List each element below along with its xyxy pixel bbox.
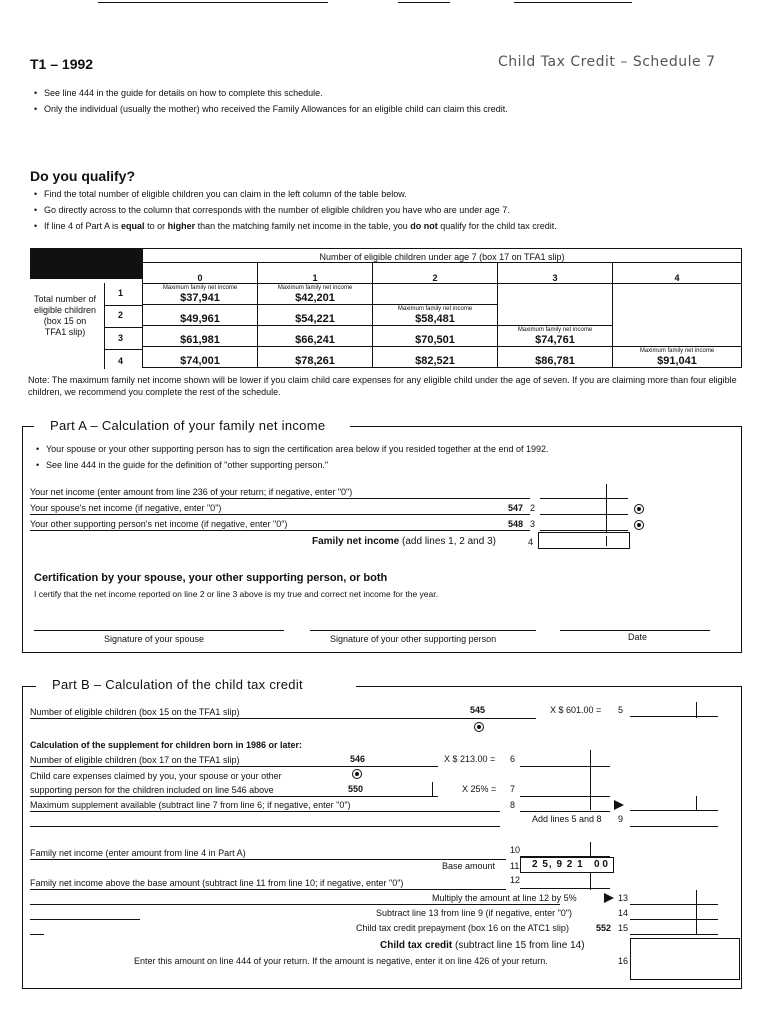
line-3-marker-icon — [634, 520, 644, 530]
line-5-num: 5 — [618, 705, 624, 715]
line-8-rule — [30, 811, 500, 812]
row-num-divider — [104, 283, 105, 369]
row-label: Total number of eligible children (box 15 on TFA1 slip) — [33, 294, 97, 337]
top-rule — [98, 2, 328, 3]
line-2-marker-icon — [634, 504, 644, 514]
child-tax-credit-box[interactable] — [630, 938, 740, 980]
table-black-block — [30, 248, 142, 279]
max-label: Maximum family net income — [162, 285, 238, 291]
qualify-bullet-3-post: qualify for the child tax credit. — [437, 221, 557, 231]
part-a-amt-rule — [540, 514, 628, 515]
part-a-line-3-label: Your other supporting person's net income (if negative, enter "0") — [30, 519, 288, 529]
line-13-rule — [30, 904, 560, 905]
cell-r1-c3 — [498, 284, 613, 305]
date-label: Date — [628, 632, 648, 642]
schedule-title: Child Tax Credit – Schedule 7 — [498, 54, 716, 70]
qualify-equal: equal — [121, 221, 145, 231]
base-amount-cents: 0 0 — [594, 859, 608, 870]
cell-value: $58,481 — [415, 313, 455, 325]
line-6-num: 6 — [510, 754, 516, 764]
cell-value: $42,201 — [295, 292, 335, 304]
cell-r3-c3 — [498, 326, 613, 347]
line-11-label: Base amount — [442, 861, 496, 871]
line-5-rule — [30, 718, 466, 719]
line-7-entry-divider — [432, 782, 433, 796]
cell-r1-c4 — [613, 284, 742, 305]
cell-value: $54,221 — [295, 313, 335, 325]
qualify-bullet-2: • Go directly across to the column that corresponds with the number of eligible children you have who are under age 7. — [44, 205, 510, 216]
code-548: 548 — [508, 519, 524, 529]
line-7-label-a: Child care expenses claimed by you, your spouse or your other — [30, 771, 282, 781]
supplement-heading: Calculation of the supplement for children born in 1986 or later: — [30, 740, 303, 750]
line-11-num: 11 — [510, 861, 520, 871]
certification-text: I certify that the net income reported on line 2 or line 3 above is my true and correct net income for the year. — [34, 589, 438, 599]
max-label: Maximum family net income — [517, 327, 593, 333]
max-label: Maximum family net income — [397, 306, 473, 312]
cell-value: $91,041 — [657, 355, 697, 367]
family-net-income-bold: Family net income — [312, 536, 400, 547]
line-13-label: Multiply the amount at line 12 by 5% — [432, 893, 577, 903]
line-9-label: Add lines 5 and 8 — [532, 814, 602, 824]
sig-other-label: Signature of your other supporting person — [330, 634, 497, 644]
line-5-label: Number of eligible children (box 15 on the TFA1 slip) — [30, 707, 240, 717]
part-a-line-2-rule — [30, 514, 530, 515]
line-13-arrow-icon — [604, 893, 614, 903]
cell-value: $37,941 — [180, 292, 220, 304]
line-8-amt-rule — [520, 811, 610, 812]
base-amount-value: 2 5, 9 2 1 — [532, 859, 584, 870]
qualify-bullet-3-pre: If line 4 of Part A is — [44, 221, 122, 231]
line-12-amt-rule — [520, 888, 610, 889]
line-num-3: 3 — [530, 519, 536, 529]
cell-r4-c3 — [498, 347, 613, 368]
family-net-income-box[interactable] — [538, 532, 630, 549]
part-a-top-rule — [22, 426, 34, 427]
part-a-cents-divider — [606, 484, 607, 532]
part-b-top-rule — [22, 686, 36, 687]
certification-heading: Certification by your spouse, your other supporting person, or both — [34, 572, 388, 584]
line-5-calc: X $ 601.00 = — [550, 705, 602, 715]
line-5-entry[interactable] — [466, 718, 536, 719]
row-num-rule — [104, 305, 142, 306]
line-12-label: Family net income above the base amount (subtract line 11 from line 10; if negative, enter "0") — [30, 878, 404, 888]
line-10-rule — [30, 859, 506, 860]
cell-value: $86,781 — [535, 355, 575, 367]
col-header-4: 4 — [613, 263, 742, 284]
line-15-num: 15 — [618, 923, 629, 933]
line-14-rule — [30, 919, 140, 920]
line-15-label: Child tax credit prepayment (box 16 on the ATC1 slip) — [356, 923, 569, 933]
line-8-num: 8 — [510, 800, 516, 810]
cell-r3-c0 — [143, 326, 258, 347]
part-a-line-4-label — [312, 536, 496, 547]
code-552: 552 — [596, 923, 612, 933]
line-7-rule — [30, 796, 348, 797]
line-16-num: 16 — [618, 956, 629, 966]
cell-r1-c1 — [258, 284, 373, 305]
line-num-4: 4 — [528, 537, 534, 547]
child-tax-credit-rest: (subtract line 15 from line 14) — [452, 940, 585, 951]
sig-spouse-line[interactable] — [34, 630, 284, 631]
max-label: Maximum family net income — [277, 285, 353, 291]
qualify-heading: Do you qualify? — [30, 168, 135, 184]
part-a-line-2-label: Your spouse's net income (if negative, enter "0") — [30, 503, 222, 513]
line-6-rule — [30, 766, 348, 767]
row-num-rule — [104, 349, 142, 350]
line-5-amt-rule — [630, 716, 718, 717]
line-9-amt-rule — [630, 810, 718, 811]
code-550: 550 — [348, 784, 364, 794]
row-number-3: 3 — [118, 333, 124, 343]
cell-value: $61,981 — [180, 334, 220, 346]
line-14-amt-rule — [630, 919, 718, 920]
cell-r3-c2 — [373, 326, 498, 347]
part-a-line-3-rule — [30, 530, 530, 531]
cell-value: $78,261 — [295, 355, 335, 367]
row-number-2: 2 — [118, 310, 124, 320]
cell-r3-c1 — [258, 326, 373, 347]
line-13-cents — [696, 890, 697, 934]
line-6-cents — [590, 750, 591, 810]
line-16-heading — [380, 940, 585, 951]
family-net-income-cents — [606, 536, 607, 546]
cell-r1-c2 — [373, 284, 498, 305]
part-a-title: Part A – Calculation of your family net income — [46, 418, 329, 434]
cell-value: $66,241 — [295, 334, 335, 346]
code-545: 545 — [470, 705, 486, 715]
sig-other-line[interactable] — [310, 630, 536, 631]
col-header-1: 1 — [258, 263, 373, 284]
line-8-arrow-icon — [614, 800, 624, 810]
qualify-bullet-1: • Find the total number of eligible children you can claim in the left column of the table below. — [44, 189, 407, 200]
line-9-rule — [30, 826, 500, 827]
cell-r2-c0 — [143, 305, 258, 326]
qualification-table — [142, 248, 742, 368]
qualify-bullet-3 — [44, 221, 557, 232]
line-9-cents — [696, 796, 697, 810]
col-header-2: 2 — [373, 263, 498, 284]
line-13-amt-rule — [630, 904, 718, 905]
header-bullet-1: • See line 444 in the guide for details on how to complete this schedule. — [44, 88, 323, 99]
line-5-marker-icon — [474, 722, 484, 732]
sig-spouse-label: Signature of your spouse — [104, 634, 205, 644]
line-num-2: 2 — [530, 503, 536, 513]
cell-value: $49,961 — [180, 313, 220, 325]
line-7-num: 7 — [510, 784, 516, 794]
top-rule — [514, 2, 632, 3]
line-7-entry[interactable] — [348, 796, 438, 797]
cell-value: $74,761 — [535, 334, 575, 346]
line-9-bottom-rule — [630, 826, 718, 827]
code-547: 547 — [508, 503, 524, 513]
row-number-4: 4 — [118, 356, 124, 366]
cell-r4-c0 — [143, 347, 258, 368]
line-14-label: Subtract line 13 from line 9 (if negative, enter "0") — [376, 908, 572, 918]
cell-r4-c1 — [258, 347, 373, 368]
line-5-cents — [696, 702, 697, 718]
part-a-amt-rule — [540, 498, 628, 499]
line-10-num: 10 — [510, 845, 521, 855]
row-num-rule — [104, 327, 142, 328]
max-label: Maximum family net income — [639, 348, 715, 354]
part-a-line-1-rule — [30, 498, 530, 499]
part-a-bullet-2: • See line 444 in the guide for the definition of "other supporting person." — [46, 460, 328, 471]
line-6-marker-icon — [352, 769, 362, 779]
part-a-line-1-label: Your net income (enter amount from line 236 of your return; if negative, enter "0") — [30, 487, 353, 497]
cell-value: $82,521 — [415, 355, 455, 367]
part-a-top-rule — [350, 426, 741, 427]
cell-r2-c3 — [498, 305, 613, 326]
header-bullet-2: • Only the individual (usually the mother) who received the Family Allowances for an eligible child can claim this credit. — [44, 104, 508, 115]
line-6-calc: X $ 213.00 = — [444, 754, 496, 764]
cell-value: $74,001 — [180, 355, 220, 367]
cell-r2-c2 — [373, 305, 498, 326]
line-15-amt-rule — [630, 934, 718, 935]
line-9-num: 9 — [618, 814, 624, 824]
cell-r1-c0 — [143, 284, 258, 305]
code-546: 546 — [350, 754, 366, 764]
cell-r4-c2 — [373, 347, 498, 368]
col-header-3: 3 — [498, 263, 613, 284]
line-7-label-b: supporting person for the children included on line 546 above — [30, 785, 274, 795]
child-tax-credit-bold: Child tax credit — [380, 940, 453, 951]
row-number-1: 1 — [118, 288, 124, 298]
line-13-num: 13 — [618, 893, 629, 903]
line-7-amt-rule — [520, 796, 610, 797]
qualify-bullet-3-mid2: than the matching family net income in the table, you — [195, 221, 411, 231]
col-header-0: 0 — [143, 263, 258, 284]
line-16-label: Enter this amount on line 444 of your return. If the amount is negative, enter it on line 426 of your return. — [134, 956, 548, 966]
qualify-bullet-3-mid: to or — [144, 221, 168, 231]
line-8-label: Maximum supplement available (subtract line 7 from line 6; if negative, enter "0") — [30, 800, 351, 810]
line-6-amt-rule — [520, 766, 610, 767]
qualify-higher: higher — [167, 221, 196, 231]
line-14-num: 14 — [618, 908, 629, 918]
line-6-label: Number of eligible children (box 17 on the TFA1 slip) — [30, 755, 240, 765]
line-15-rule — [30, 934, 44, 935]
cell-r3-c4 — [613, 326, 742, 347]
cell-r4-c4 — [613, 347, 742, 368]
form-id: T1 – 1992 — [30, 56, 94, 72]
qualify-do-not: do not — [410, 221, 438, 231]
date-line[interactable] — [560, 630, 710, 631]
line-10-label: Family net income (enter amount from line 4 in Part A) — [30, 848, 246, 858]
family-net-income-rest: (add lines 1, 2 and 3) — [399, 536, 496, 547]
part-b-top-rule — [356, 686, 741, 687]
table-top-header: Number of eligible children under age 7 (box 17 on TFA1 slip) — [143, 249, 742, 263]
top-rule — [398, 2, 450, 3]
cell-r2-c1 — [258, 305, 373, 326]
part-a-bullet-1: • Your spouse or your other supporting person has to sign the certification area below if you resided together at the end of 1992. — [46, 444, 549, 455]
table-note: Note: The maximum family net income shown will be lower if you claim child care expenses for any eligible child under the age of seven. If you are claiming more than four eligible children, we recommend you complete the rest of the schedule. — [28, 375, 737, 397]
line-7-calc: X 25% = — [462, 784, 497, 794]
line-12-rule — [30, 889, 506, 890]
part-b-title: Part B – Calculation of the child tax credit — [48, 677, 307, 693]
cell-r2-c4 — [613, 305, 742, 326]
line-12-num: 12 — [510, 875, 521, 885]
cell-value: $70,501 — [415, 334, 455, 346]
line-6-entry[interactable] — [348, 766, 438, 767]
part-a-amt-rule — [540, 530, 628, 531]
